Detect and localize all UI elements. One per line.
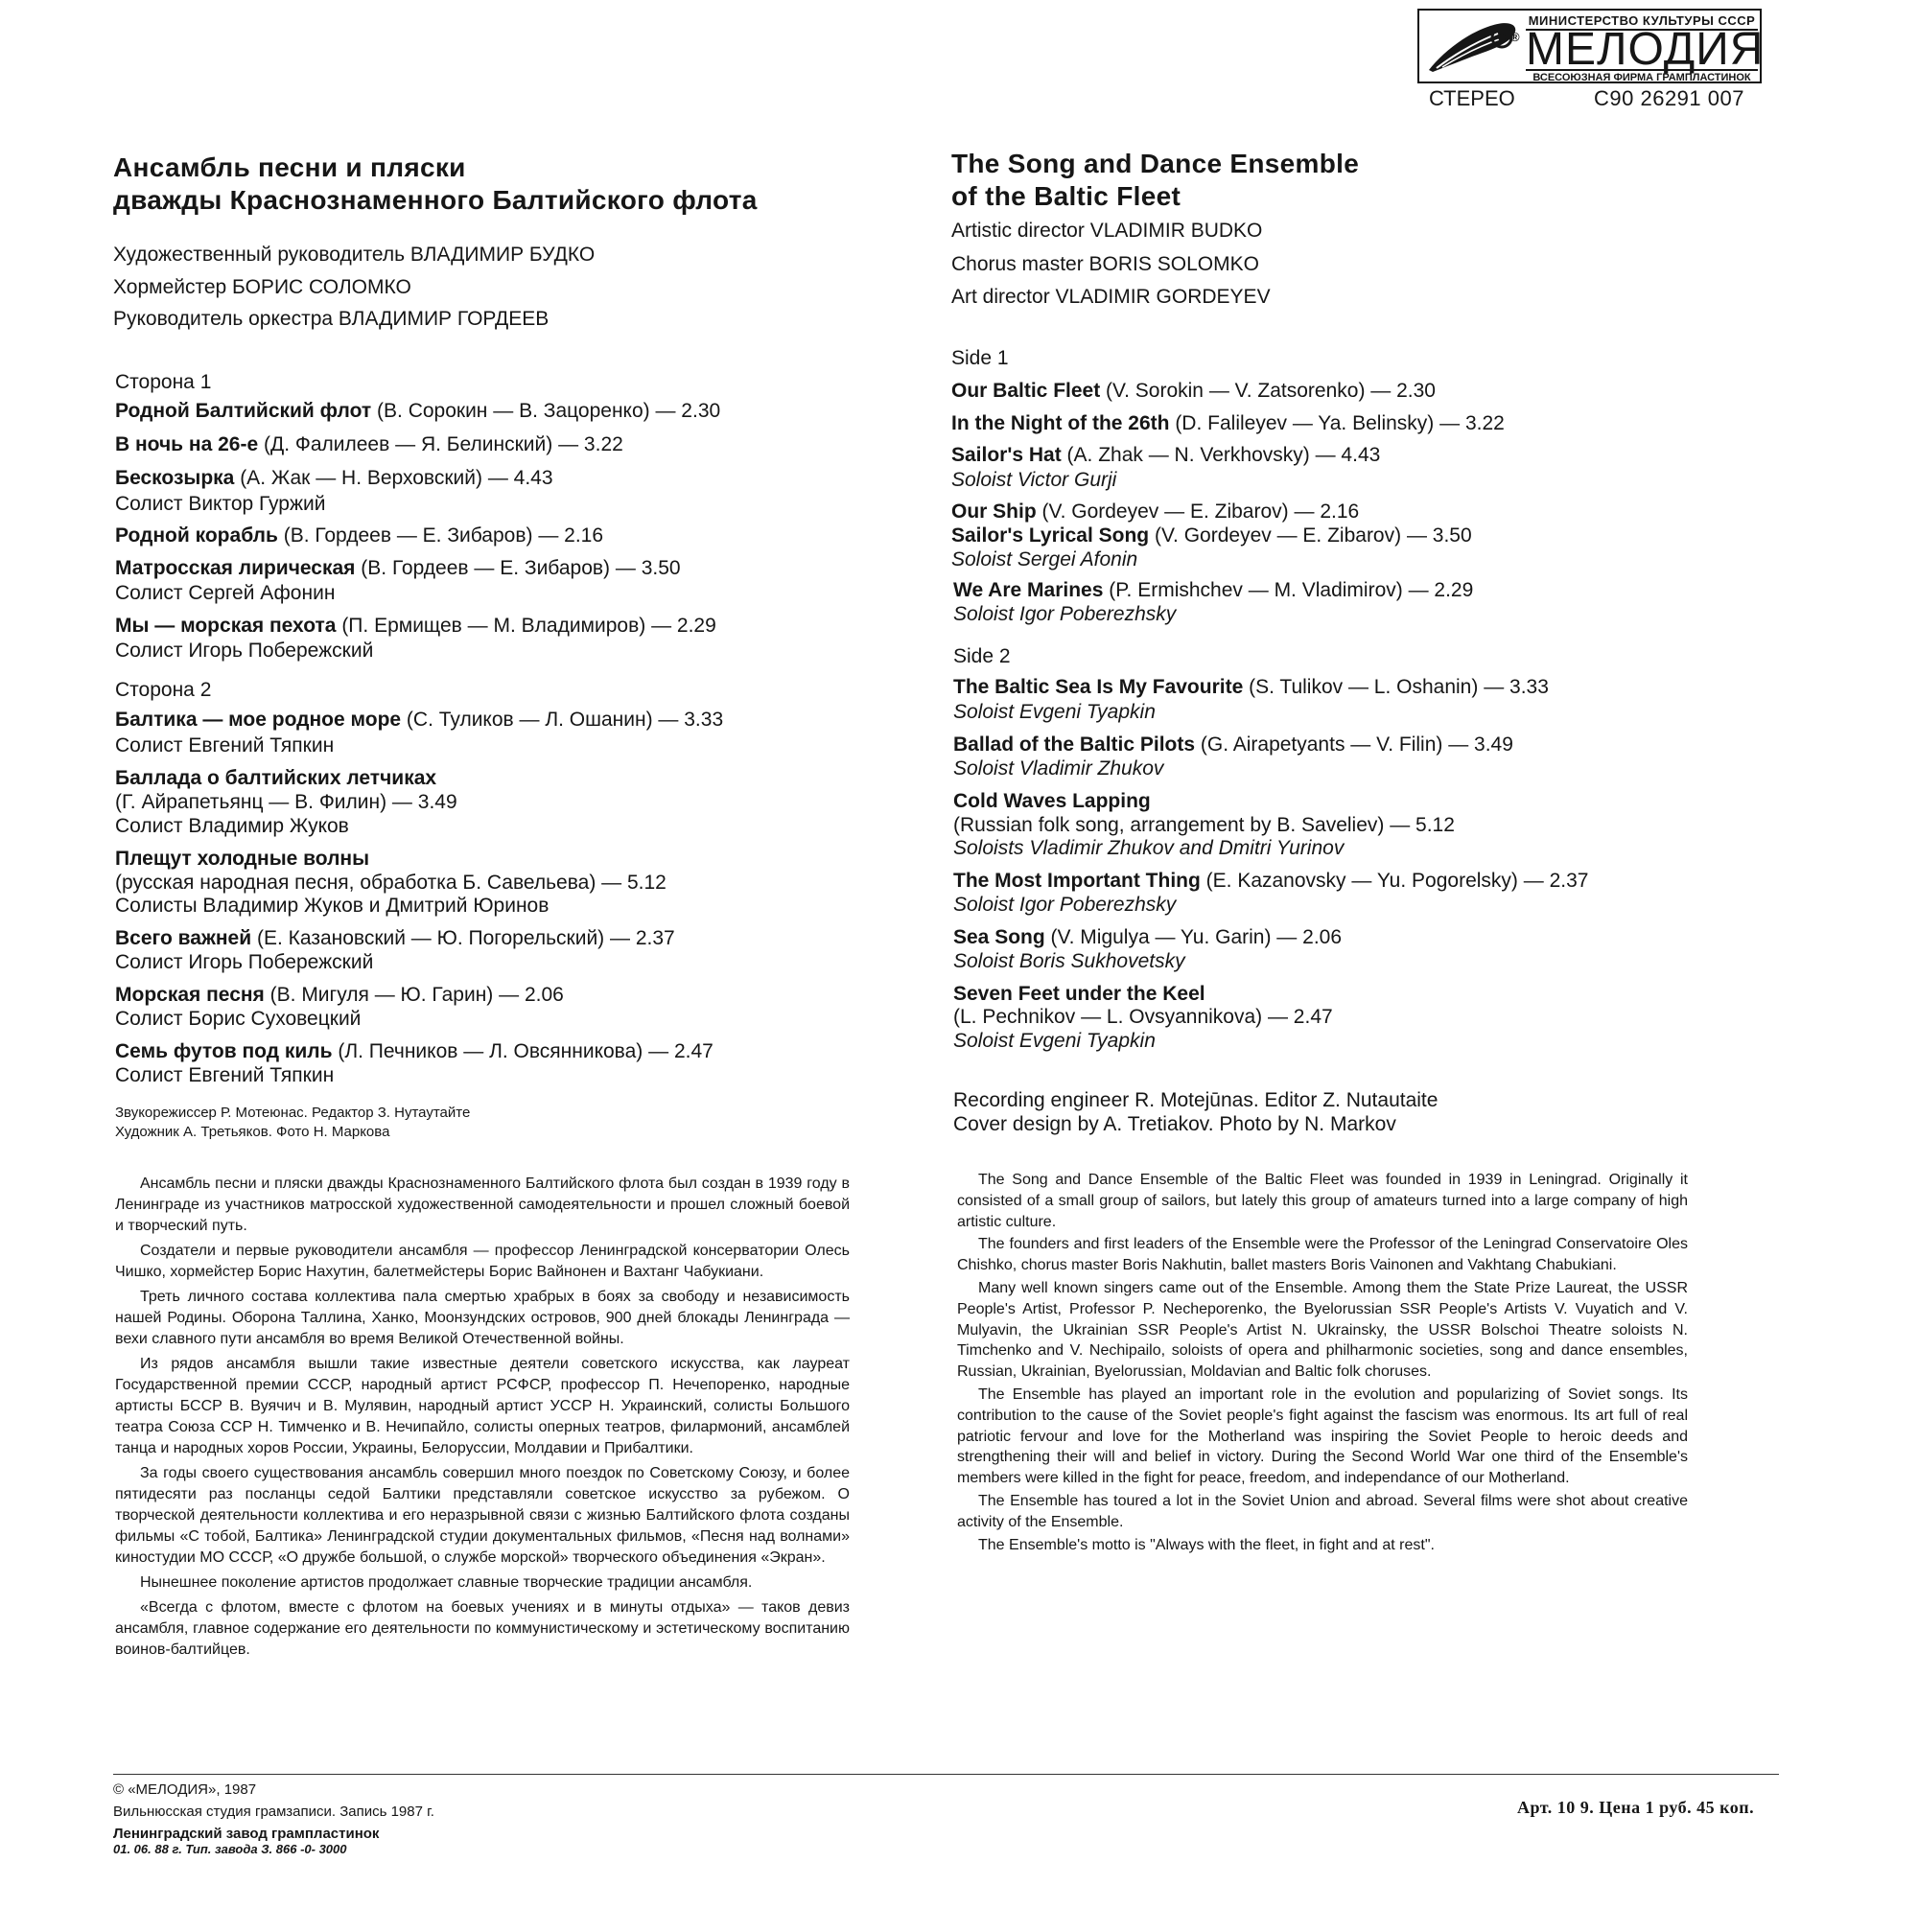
- track-info: (S. Tulikov — L. Oshanin) — 3.33: [1243, 676, 1549, 698]
- en-soloist: Soloist Evgeni Tyapkin: [953, 701, 1156, 723]
- ru-description: [115, 1174, 850, 1664]
- en-soloist: Soloist Sergei Afonin: [951, 548, 1138, 570]
- brand-name: МЕЛОДИЯ: [1526, 24, 1765, 75]
- track-title: Бескозырка: [115, 467, 235, 489]
- ru-paragraph: «Всегда с флотом, вместе с флотом на боевых учениях и в минуты отдыха» — таков девиз ансамбля, главное содержание его деятельности по коммунистическому и эстетическому воспитанию воинов-балтийцев.: [115, 1599, 850, 1658]
- ru-tech-credit: Звукорежиссер Р. Мотеюнас. Редактор З. Нутаутайте: [115, 1105, 471, 1121]
- en-tech-credit: Recording engineer R. Motejūnas. Editor Z. Nutautaite: [953, 1089, 1438, 1111]
- ru-track: [115, 466, 553, 490]
- stereo-label: СТЕРЕО: [1429, 86, 1515, 110]
- track-info: (В. Гордеев — Е. Зибаров) — 2.16: [277, 524, 604, 547]
- studio-credit: Вильнюсская студия грамзаписи. Запись 1987 г.: [113, 1804, 434, 1820]
- track-title: Sailor's Hat: [951, 444, 1062, 466]
- en-paragraph: The founders and first leaders of the Ensemble were the Professor of the Leningrad Conservatoire Oles Chishko, chorus master Boris Nakhutin, ballet masters Boris Vainonen and Vakhtang Chabukiani.: [957, 1236, 1688, 1274]
- ru-title-line2: дважды Краснознаменного Балтийского флота: [113, 185, 758, 215]
- track-info: (С. Туликов — Л. Ошанин) — 3.33: [401, 709, 724, 731]
- en-soloist: Soloist Igor Poberezhsky: [953, 894, 1177, 916]
- track-title: Мы — морская пехота: [115, 615, 337, 637]
- track-title: Морская песня: [115, 984, 265, 1006]
- en-soloist: Soloists Vladimir Zhukov and Dmitri Yurinov: [953, 837, 1345, 859]
- en-track: [953, 869, 1588, 893]
- ru-track: [115, 983, 564, 1007]
- en-track: [951, 411, 1505, 435]
- track-title: Плещут холодные волны: [115, 848, 370, 870]
- ru-credit: Художественный руководитель ВЛАДИМИР БУДКО: [113, 244, 596, 266]
- track-title: Seven Feet under the Keel: [953, 983, 1205, 1005]
- track-title: Ballad of the Baltic Pilots: [953, 733, 1196, 756]
- track-info: (В. Гордеев — Е. Зибаров) — 3.50: [355, 557, 681, 579]
- track-info: (P. Ermishchev — M. Vladimirov) — 2.29: [1103, 579, 1474, 601]
- track-title: Our Ship: [951, 500, 1037, 523]
- ru-paragraph: Треть личного состава коллектива пала смертью храбрых в боях за свободу и независимость нашей Родины. Оборона Таллина, Ханко, Моонзундских островов, 900 дней блокады Ленинграда — вехи славного пути ансамбля во время Великой Отечественной войны.: [115, 1289, 850, 1347]
- ru-paragraph: За годы своего существования ансамбль совершил много поездок по Советскому Союзу, и более пятидесяти раз посланцы седой Балтики представляли советское искусство за рубежом. О творческой деятельности коллектива и его неразрывной связи с жизнью Балтийского флота созданы фильмы «С тобой, Балтика» Ленинградской студии документальных фильмов, «Песня над волнами» киностудии МО СССР, «О дружбе большой, о службе морской» творческого объединения «Экран».: [115, 1465, 850, 1566]
- en-side2-label: Side 2: [953, 645, 1011, 667]
- ru-track: [115, 708, 723, 732]
- en-paragraph: The Song and Dance Ensemble of the Baltic Fleet was founded in 1939 in Leningrad. Originally it consisted of a small group of sailors, but lately this group of amateurs turned into a large company of high artistic culture.: [957, 1172, 1688, 1230]
- ru-title-line1: Ансамбль песни и пляски: [113, 152, 466, 182]
- en-paragraph: The Ensemble's motto is "Always with the fleet, in fight and at rest".: [978, 1536, 1435, 1553]
- en-description: [957, 1170, 1688, 1557]
- ru-soloist: Солист Игорь Побережский: [115, 951, 374, 973]
- track-title: Семь футов под киль: [115, 1040, 333, 1062]
- en-soloist: Soloist Boris Sukhovetsky: [953, 950, 1185, 972]
- ru-track-info: (Г. Айрапетьянц — В. Филин) — 3.49: [115, 791, 457, 813]
- en-paragraph: Many well known singers came out of the Ensemble. Among them the State Prize Laureat, the USSR People's Artist, Professor P. Necheporenko, the Byelorussian SSR People's Artists V. Vuyatich and V. Mulyavin, the Ukrainian SSR People's Artist N. Ukrainsky, the USSR Bolschoi Theatre soloists N. Timchenko and V. Nechipailo, soloists of opera and philharmonic societies, song and dance ensembles, Russian, Ukrainian, Byelorussian, Moldavian and Baltic folk choruses.: [957, 1279, 1688, 1381]
- en-tech-credit: Cover design by A. Tretiakov. Photo by N. Markov: [953, 1113, 1396, 1135]
- ru-track: [115, 432, 623, 456]
- ru-paragraph: Создатели и первые руководители ансамбля — профессор Ленинградской консерватории Олесь Чишко, хормейстер Борис Нахутин, балетмейстеры Борис Вайнонен и Вахтанг Чабукиани.: [115, 1243, 850, 1280]
- plant-name: Ленинградский завод грампластинок: [113, 1826, 380, 1842]
- track-info: (E. Kazanovsky — Yu. Pogorelsky) — 2.37: [1200, 870, 1589, 892]
- track-title: We Are Marines: [953, 579, 1104, 601]
- ru-soloist: Солист Владимир Жуков: [115, 815, 349, 837]
- track-title: The Baltic Sea Is My Favourite: [953, 676, 1244, 698]
- ru-track-info: (русская народная песня, обработка Б. Савельева) — 5.12: [115, 872, 667, 894]
- en-track: [953, 733, 1513, 757]
- en-soloist: Soloist Igor Poberezhsky: [953, 603, 1177, 625]
- firm-label: ВСЕСОЮЗНАЯ ФИРМА ГРАМПЛАСТИНОК: [1526, 69, 1758, 83]
- track-title: В ночь на 26-е: [115, 433, 259, 455]
- ru-tech-credit: Художник А. Третьяков. Фото Н. Маркова: [115, 1124, 390, 1140]
- track-title: Баллада о балтийских летчиках: [115, 767, 437, 789]
- track-title: Родной корабль: [115, 524, 278, 547]
- track-info: (V. Gordeyev — E. Zibarov) — 2.16: [1036, 500, 1360, 523]
- ru-track: [115, 1039, 713, 1063]
- ru-track: [115, 614, 716, 638]
- en-soloist: Soloist Vladimir Zhukov: [953, 757, 1164, 780]
- en-track: [951, 524, 1472, 547]
- ru-soloist: Солисты Владимир Жуков и Дмитрий Юринов: [115, 895, 550, 917]
- track-info: (D. Falileyev — Ya. Belinsky) — 3.22: [1169, 412, 1505, 434]
- track-info: (G. Airapetyants — V. Filin) — 3.49: [1195, 733, 1513, 756]
- en-track: [951, 500, 1359, 524]
- track-title: The Most Important Thing: [953, 870, 1201, 892]
- track-title: Всего важней: [115, 927, 252, 949]
- track-title: In the Night of the 26th: [951, 412, 1170, 434]
- track-info: (А. Жак — Н. Верховский) — 4.43: [234, 467, 553, 489]
- print-info: 01. 06. 88 г. Тип. завода З. 866 -0- 3000: [113, 1842, 347, 1856]
- en-side1-label: Side 1: [951, 347, 1009, 369]
- track-info: (Д. Фалилеев — Я. Белинский) — 3.22: [258, 433, 623, 455]
- ru-soloist: Солист Борис Суховецкий: [115, 1008, 362, 1030]
- track-info: (V. Gordeyev — E. Zibarov) — 3.50: [1149, 524, 1472, 547]
- ru-track: [115, 399, 720, 423]
- en-track: [951, 379, 1436, 403]
- track-title: Родной Балтийский флот: [115, 400, 372, 422]
- en-credit: Chorus master BORIS SOLOMKO: [951, 253, 1259, 275]
- en-track: [951, 443, 1380, 467]
- track-info: (П. Ермищев — М. Владимиров) — 2.29: [336, 615, 716, 637]
- en-track: [953, 925, 1342, 949]
- catalog-number: С90 26291 007: [1594, 86, 1744, 110]
- ru-soloist: Солист Евгений Тяпкин: [115, 734, 335, 757]
- ru-track: [115, 926, 675, 950]
- en-track: [953, 789, 1151, 813]
- track-info: (A. Zhak — N. Verkhovsky) — 4.43: [1061, 444, 1381, 466]
- track-info: (В. Мигуля — Ю. Гарин) — 2.06: [264, 984, 564, 1006]
- registered-mark: ®: [1510, 30, 1520, 44]
- en-track-info: (Russian folk song, arrangement by B. Saveliev) — 5.12: [953, 814, 1455, 836]
- en-paragraph: The Ensemble has played an important role in the evolution and popularizing of Soviet songs. Its contribution to the cause of the Soviet people's fight against the fascism was enormous. Its art full of real patriotic fervour and love for the Motherland was inspiring the Soviet People to heroic deeds and strengthening their will and belief in victory. During the Second World War one third of the Ensemble's members were killed in the fight for peace, freedom, and independance of our Motherland.: [957, 1385, 1688, 1487]
- track-info: (V. Sorokin — V. Zatsorenko) — 2.30: [1100, 380, 1436, 402]
- melodiya-emblem-icon: [1423, 14, 1522, 78]
- en-title-line2: of the Baltic Fleet: [951, 181, 1181, 211]
- ministry-label: МИНИСТЕРСТВО КУЛЬТУРЫ СССР: [1526, 13, 1758, 31]
- en-track: [953, 982, 1205, 1006]
- ru-soloist: Солист Евгений Тяпкин: [115, 1064, 335, 1086]
- ru-credit: Хормейстер БОРИС СОЛОМКО: [113, 276, 411, 298]
- en-title-line1: The Song and Dance Ensemble: [951, 149, 1360, 178]
- ru-track: [115, 524, 603, 547]
- ru-side1-label: Сторона 1: [115, 371, 212, 393]
- ru-paragraph: Нынешнее поколение артистов продолжает славные творческие традиции ансамбля.: [140, 1574, 753, 1591]
- en-track: [953, 675, 1549, 699]
- ru-soloist: Солист Виктор Гуржий: [115, 493, 326, 515]
- en-soloist: Soloist Victor Gurji: [951, 469, 1117, 491]
- en-track-info: (L. Pechnikov — L. Ovsyannikova) — 2.47: [953, 1006, 1333, 1028]
- track-info: (Е. Казановский — Ю. Погорельский) — 2.37: [251, 927, 675, 949]
- track-title: Матросская лирическая: [115, 557, 356, 579]
- copyright: © «МЕЛОДИЯ», 1987: [113, 1781, 257, 1798]
- ru-credit: Руководитель оркестра ВЛАДИМИР ГОРДЕЕВ: [113, 308, 550, 330]
- en-soloist: Soloist Evgeni Tyapkin: [953, 1030, 1156, 1052]
- ru-soloist: Солист Сергей Афонин: [115, 582, 336, 604]
- melodiya-logo: [1417, 9, 1765, 83]
- track-title: Балтика — мое родное море: [115, 709, 402, 731]
- ru-paragraph: Ансамбль песни и пляски дважды Краснознаменного Балтийского флота был создан в 1939 году в Ленинграде из участников матросской художественной самодеятельности и прошел сложный боевой и творческий путь.: [115, 1175, 850, 1234]
- footer-divider: [113, 1774, 1779, 1775]
- price-label: Арт. 10 9. Цена 1 руб. 45 коп.: [1517, 1798, 1755, 1817]
- en-paragraph: The Ensemble has toured a lot in the Soviet Union and abroad. Several films were shot about creative activity of the Ensemble.: [957, 1492, 1688, 1530]
- ru-track: [115, 847, 369, 871]
- en-credit: Art director VLADIMIR GORDEYEV: [951, 286, 1271, 308]
- ru-track: [115, 766, 436, 790]
- track-info: (V. Migulya — Yu. Garin) — 2.06: [1044, 926, 1343, 948]
- track-title: Our Baltic Fleet: [951, 380, 1101, 402]
- ru-track: [115, 556, 681, 580]
- track-info: (В. Сорокин — В. Зацоренко) — 2.30: [371, 400, 721, 422]
- en-credit: Artistic director VLADIMIR BUDKO: [951, 220, 1263, 242]
- ru-soloist: Солист Игорь Побережский: [115, 640, 374, 662]
- track-info: (Л. Печников — Л. Овсянникова) — 2.47: [332, 1040, 713, 1062]
- track-title: Sailor's Lyrical Song: [951, 524, 1150, 547]
- ru-paragraph: Из рядов ансамбля вышли такие известные деятели советского искусства, как лауреат Государственной премии СССР, народный артист РСФСР, профессор П. Нечепоренко, народные артисты БССР В. Вуячич и В. Мулявин, народный артист УССР Н. Украинский, солисты Большого театра Союза ССР Н. Тимченко и В. Нечипайло, солисты оперных театров, филармоний, ансамблей танца и народных хоров России, Украины, Белоруссии, Молдавии и Прибалтики.: [115, 1356, 850, 1456]
- ru-side2-label: Сторона 2: [115, 679, 212, 701]
- en-track: [953, 578, 1473, 602]
- track-title: Cold Waves Lapping: [953, 790, 1151, 812]
- track-title: Sea Song: [953, 926, 1045, 948]
